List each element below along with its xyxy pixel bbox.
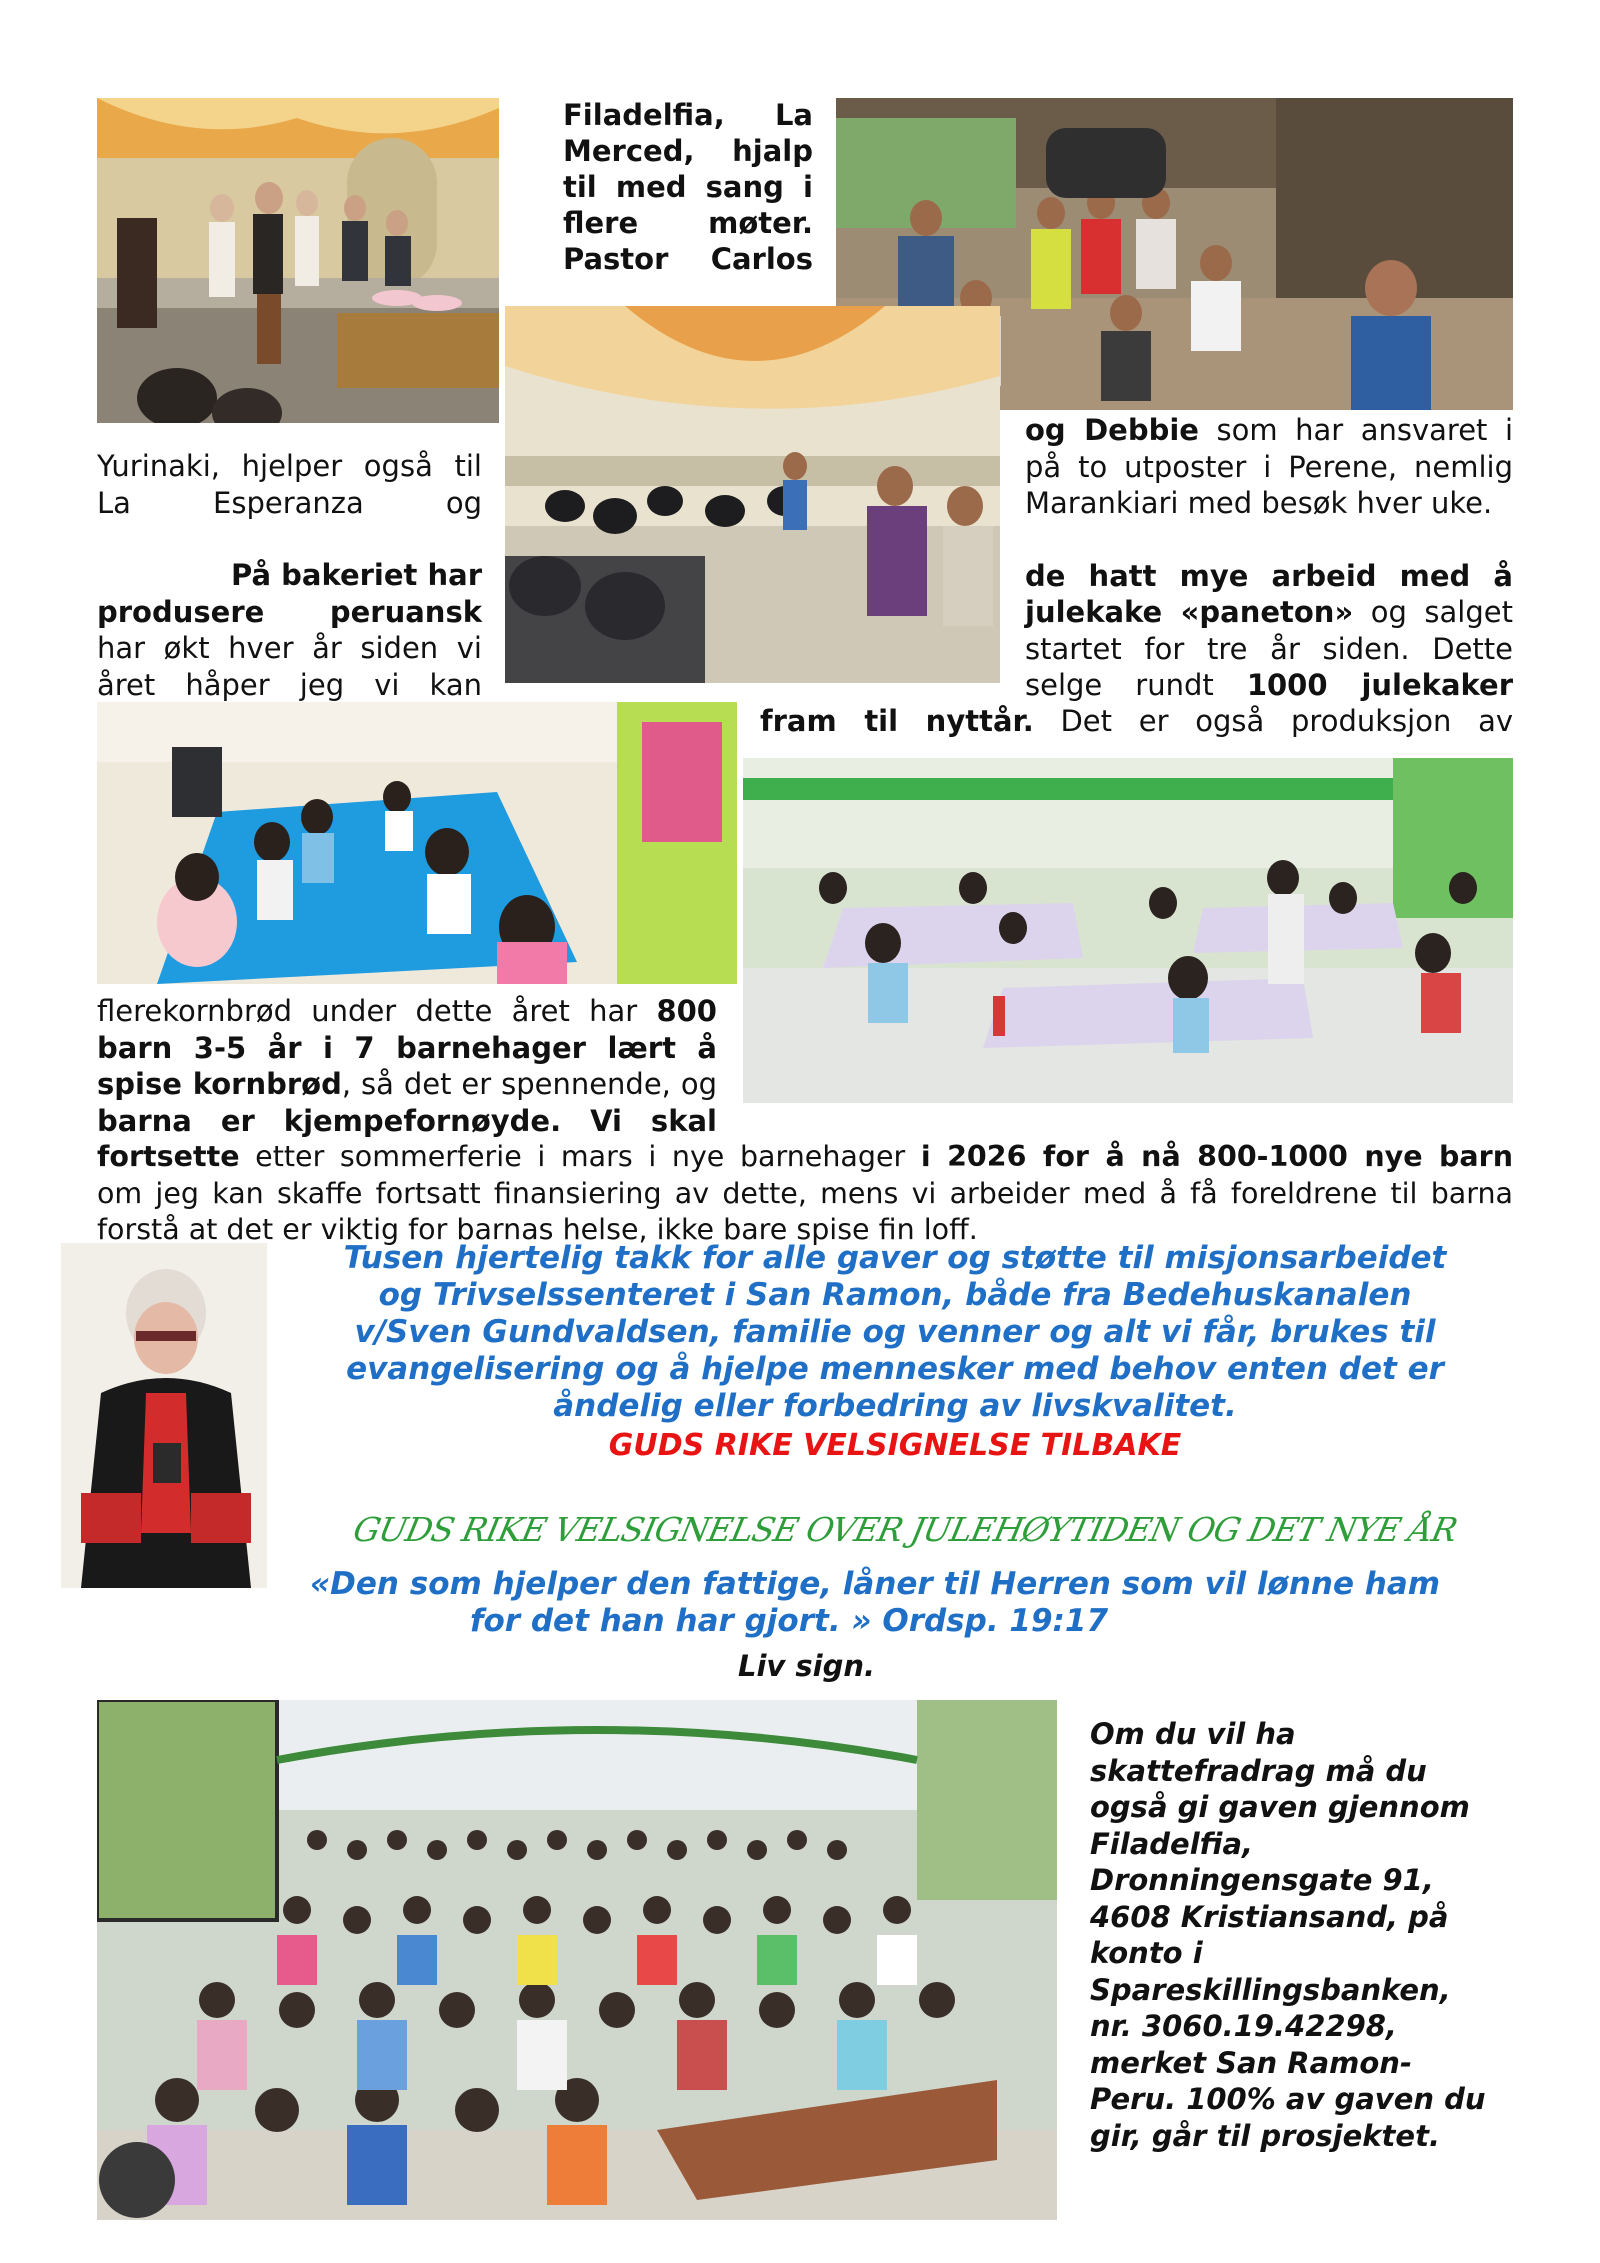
donation-line-9: nr. 3060.19.42298,	[1090, 2009, 1397, 2043]
caption-line-1: Filadelfia, La	[563, 98, 813, 132]
donation-line-8: Spareskillingsbanken,	[1090, 1972, 1451, 2007]
thanks-line-3: v/Sven Gundvaldsen, familie og venner og alt vi får, brukes til	[354, 1314, 1436, 1350]
donation-line-6: 4608 Kristiansand, på	[1090, 1899, 1449, 1934]
caption-line-3: til med sang i	[563, 170, 813, 204]
mid-line-7: forstå at det er viktig for barnas helse, ikke bare spise fin loff.	[97, 1213, 978, 1246]
thanks-line-1: Tusen hjertelig takk for alle gaver og støtte til misjonsarbeidet	[343, 1240, 1447, 1276]
right-line-3: Marankiari med besøk hver uke.	[1025, 486, 1493, 520]
left-line-4	[97, 594, 482, 631]
thanks-line-2: og Trivselssenteret i San Ramon, både fra Bedehuskanalen	[378, 1277, 1412, 1313]
left-line-5: har økt hver år siden vi	[97, 631, 482, 665]
right-line-5	[1025, 594, 1513, 631]
caption-line-4: flere møter.	[563, 206, 813, 240]
mid-line-4: barna er kjempefornøyde. Vi skal	[97, 1103, 717, 1138]
donation-line-5: Dronningensgate 91,	[1090, 1863, 1434, 1897]
left-line-4a: produsere	[97, 594, 265, 629]
left-line-2a: La	[97, 485, 131, 520]
caption-line-2: Merced, hjalp	[563, 134, 813, 168]
right-line-8	[760, 703, 1513, 740]
bible-quote	[280, 1566, 1530, 1640]
right-line-5-bold: julekake «paneton»	[1025, 595, 1354, 629]
donation-line-2: skattefradrag må du	[1090, 1753, 1427, 1788]
right-line-8-rest: Det er også produksjon av	[1033, 704, 1514, 738]
mid-line-1	[97, 993, 717, 1030]
mid-line-3a: spise kornbrød	[97, 1067, 342, 1101]
photo-classroom-kids	[743, 758, 1513, 1103]
donation-info	[1090, 1716, 1530, 2154]
right-line-8-bold: fram til nyttår.	[760, 704, 1034, 738]
right-line-2: på to utposter i Perene, nemlig	[1025, 449, 1513, 484]
right-line-7a: selge rundt	[1025, 668, 1247, 702]
right-line-6: startet for tre år siden. Dette	[1025, 631, 1513, 666]
right-column-text	[1025, 412, 1513, 704]
middle-paragraph	[97, 993, 717, 1139]
blessing-green: GUDS RIKE VELSIGNELSE OVER JULEHØYTIDEN OG DET NYE ÅR	[349, 1510, 1461, 1549]
left-line-2	[97, 485, 482, 522]
mid-line-1a: flerekornbrød under dette året har	[97, 994, 657, 1028]
photo-church-singers	[97, 98, 499, 423]
right-line-7	[1025, 667, 1513, 704]
left-line-6: året håper jeg vi kan	[97, 667, 482, 702]
left-line-3: På bakeriet har	[230, 558, 482, 592]
caption-line-5: Pastor Carlos	[563, 242, 813, 276]
donation-line-11: Peru. 100% av gaven du	[1090, 2082, 1486, 2116]
photo-church-hall	[505, 306, 1000, 683]
photo-kids-blue-table	[97, 702, 737, 984]
left-line-4b: peruansk	[329, 594, 482, 629]
mid-line-5b: etter sommerferie i mars i nye barnehager	[239, 1140, 921, 1173]
left-line-2c: og	[445, 485, 482, 520]
mid-line-5	[97, 1139, 1513, 1176]
mid-line-3b: , så det er spennende, og	[341, 1067, 717, 1101]
right-line-1-bold: og Debbie	[1025, 413, 1199, 447]
donation-line-10: merket San Ramon-	[1090, 2045, 1412, 2080]
thanks-block	[280, 1240, 1510, 1464]
full-width-paragraph	[97, 1139, 1513, 1249]
donation-line-3: også gi gaven gjennom	[1090, 1790, 1470, 1824]
signature: Liv sign.	[738, 1649, 876, 1683]
quote-line-2: for det han har gjort. » Ordsp. 19:17	[470, 1603, 1109, 1639]
mid-line-5c: i 2026 for å nå 800-1000 nye barn	[920, 1140, 1513, 1173]
right-line-5-rest: og salget	[1353, 595, 1513, 629]
mid-line-3	[97, 1066, 717, 1103]
photo-crowd-kids	[97, 1700, 1057, 2220]
thanks-line-5: åndelig eller forbedring av livskvalitet.	[553, 1388, 1237, 1424]
left-line-2b: Esperanza	[213, 485, 364, 520]
quote-line-1: «Den som hjelper den fattige, låner til Herren som vil lønne ham	[310, 1566, 1441, 1602]
donation-line-1: Om du vil ha	[1090, 1717, 1296, 1751]
thanks-line-4: evangelisering og å hjelpe mennesker med behov enten det er	[346, 1351, 1444, 1387]
mid-line-6: om jeg kan skaffe fortsatt finansiering av dette, mens vi arbeider med å få foreldrene til barna	[97, 1176, 1513, 1210]
left-line-1: Yurinaki, hjelper også til	[97, 449, 482, 483]
photo-liv-portrait	[61, 1243, 267, 1588]
right-line-7-bold: 1000 julekaker	[1246, 668, 1513, 702]
right-line-1-rest: som har ansvaret i	[1198, 413, 1514, 447]
right-line-1	[1025, 412, 1513, 449]
donation-line-7: konto i	[1090, 1936, 1203, 1970]
donation-line-4: Filadelfia,	[1090, 1826, 1254, 1861]
donation-line-12: gir, går til prosjektet.	[1090, 2118, 1440, 2153]
top-caption	[563, 97, 813, 277]
blessing-red: GUDS RIKE VELSIGNELSE TILBAKE	[608, 1428, 1182, 1463]
right-line-4: de hatt mye arbeid med å	[1025, 558, 1513, 593]
mid-line-5a: fortsette	[97, 1140, 240, 1173]
mid-line-2: barn 3-5 år i 7 barnehager lært å	[97, 1030, 717, 1065]
left-column-text	[97, 448, 482, 703]
mid-line-1b: 800	[656, 994, 717, 1028]
